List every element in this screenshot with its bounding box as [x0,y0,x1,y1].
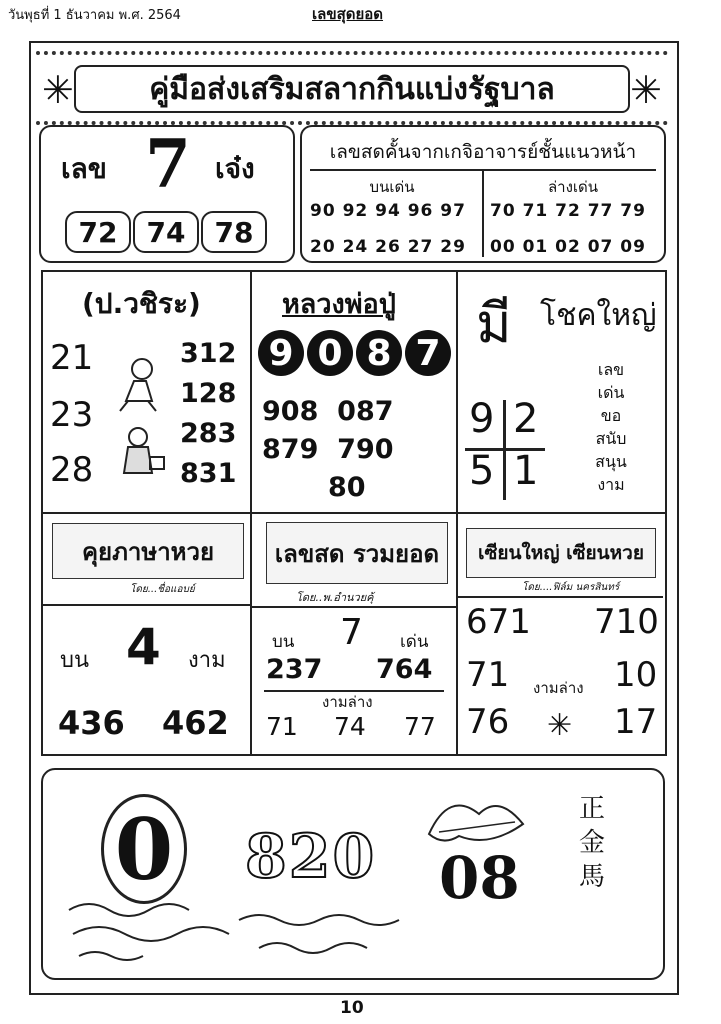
handwritten-scribbles-illustration [59,890,419,970]
digit-circle: 0 [307,330,353,376]
big-digit-left: 0 [101,794,187,904]
lucky-number: 462 [162,704,229,742]
banner-title: คู่มือส่งเสริมสลากกินแบ่งรัฐบาล [74,65,630,113]
khui-hua-hoi-logo: คุยภาษาหวย [52,523,244,579]
lucky-number: 76 [466,702,510,742]
star-icon: ✳ [42,68,74,112]
lucky-number: 74 [133,211,199,253]
top-numbers-row: 90 92 94 96 97 [310,201,466,221]
lucky-number: 71 [466,655,510,695]
jeng-label: เจ๋ง [215,152,255,185]
title-banner [36,51,668,125]
bon-label: บน [60,648,90,673]
den-label: เด่น [400,632,429,652]
support-word: สนุน [595,452,627,471]
issue-date: วันพุธที่ 1 ธันวาคม พ.ศ. 2564 [8,8,181,23]
lucky-digit: 7 [145,125,191,203]
wachira-number: 312 [180,338,237,369]
bon-label: บน [272,632,295,652]
wachira-number: 21 [50,338,94,378]
big-number-center: 820 [245,822,377,892]
grid-digit: 1 [513,448,539,494]
mee-title: มี [476,292,512,355]
grid-digit: 9 [469,396,495,442]
lucky-number: 436 [58,704,125,742]
top-label: บนเด่น [369,178,415,196]
page-number: 10 [340,998,364,1018]
lucky-number: 237 [266,654,323,685]
chok-yai-title: โชคใหญ่ [540,298,657,333]
wachira-number: 23 [50,395,94,435]
sian-hua-yai-logo: เซียนใหญ่ เซียนหวย [466,528,656,578]
lucky-digit: 4 [126,618,161,676]
lek-sod-logo: เลขสด รวมยอด [266,522,448,584]
support-word: งาม [597,475,625,494]
lucky-number: 78 [201,211,267,253]
lucky-digit: 7 [340,612,363,653]
leaf-doodle-illustration [419,784,529,854]
wachira-number: 831 [180,458,237,489]
big-number-right: 08 [439,844,520,912]
lucky-number: 710 [594,602,659,642]
lucky-number: 764 [376,654,433,685]
publication-name: เลขสุดยอด [312,5,384,23]
digit-circle: 7 [405,330,451,376]
grid-digit: 5 [469,448,495,494]
lucky-number: 72 [65,211,131,253]
lucky-number: 671 [466,602,531,642]
luang-por-pu-title: หลวงพ่อปู่ [282,289,396,320]
wachira-number: 128 [180,378,237,409]
cross-grid [465,396,545,500]
lucky-number: 71 [266,712,298,741]
bottom-numbers-row: 70 71 72 77 79 [490,201,646,221]
digit-circle: 8 [356,330,402,376]
author-credit: โดย..พ.อำนวยคุ้ [296,591,374,604]
wachira-number: 283 [180,418,237,449]
support-words [588,358,634,496]
author-credit: โดย....ฟิล์ม นครสินทร์ [522,582,620,593]
divider [41,604,251,606]
grid-digit: 2 [513,396,539,442]
grid-divider [41,512,665,514]
support-word: เด่น [597,383,625,402]
lek-label: เลข [61,152,107,185]
ngam-lang-label: งามล่าง [533,679,584,697]
luang-por-pu-row: 908 087 [262,396,394,427]
por-wachira-title: (ป.วชิระ) [82,287,201,320]
bottom-panel [41,768,665,980]
digit-circle: 9 [258,330,304,376]
lucky-number: 77 [404,712,436,741]
wachira-number: 28 [50,450,94,490]
star-icon: ✳ [547,708,573,743]
cartoon-figures-illustration [112,355,170,485]
author-credit: โดย...ชื่อแอบย์ [130,584,195,595]
support-word: เลข [597,360,625,379]
ngam-label: งาม [188,648,226,673]
lucky-number: 74 [334,712,366,741]
support-word: ขอ [600,406,622,425]
luang-por-pu-row: 879 790 [262,434,394,465]
divider [250,606,458,608]
bottom-numbers-row: 00 01 02 07 09 [490,237,646,257]
support-word: สนับ [595,429,627,448]
chinese-characters: 正金馬 [578,794,605,892]
divider [456,596,663,598]
top-numbers-row: 20 24 26 27 29 [310,237,466,257]
lucky-number: 17 [614,702,658,742]
achan-box [300,125,666,263]
luang-por-pu-row: 80 [328,472,366,503]
ngam-lang-label: งามล่าง [322,693,373,711]
achan-title: เลขสดคั้นจากเกจิอาจารย์ชั้นแนวหน้า [329,141,637,163]
bottom-label: ล่างเด่น [547,178,599,196]
lucky-number: 10 [614,655,658,695]
star-icon: ✳ [630,68,662,112]
